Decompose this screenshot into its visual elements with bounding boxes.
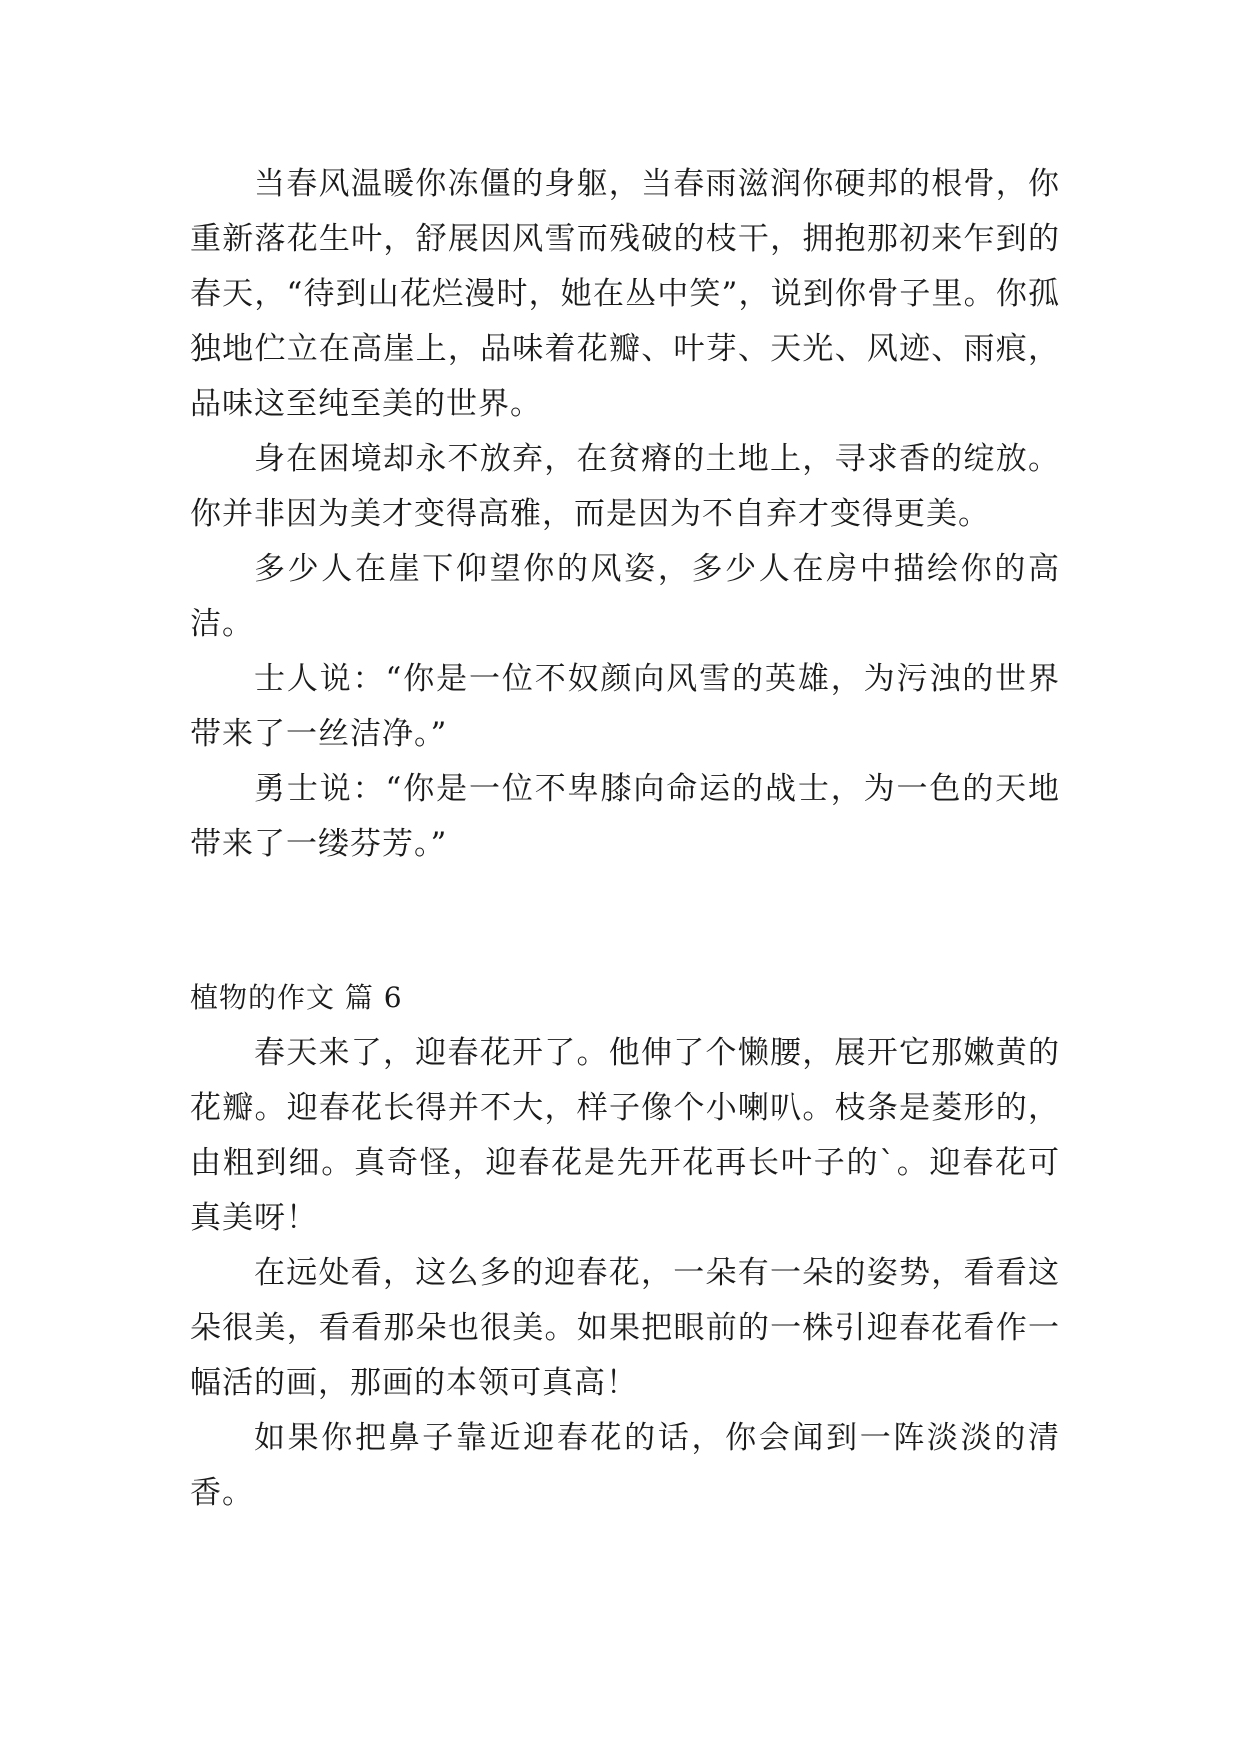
section-heading: 植物的作文 篇 6 <box>190 981 403 1014</box>
paragraph: 士人说：“你是一位不奴颜向风雪的英雄，为污浊的世界带来了一丝洁净。” <box>190 661 1060 752</box>
paragraph: 多少人在崖下仰望你的风姿，多少人在房中描绘你的高洁。 <box>190 551 1060 642</box>
paragraph: 勇士说：“你是一位不卑膝向命运的战士，为一色的天地带来了一缕芬芳。” <box>190 771 1060 862</box>
paragraph: 春天来了，迎春花开了。他伸了个懒腰，展开它那嫩黄的花瓣。迎春花长得并不大，样子像个小喇叭。枝条是菱形的，由粗到细。真奇怪，迎春花是先开花再长叶子的`。迎春花可真美呀！ <box>190 1035 1060 1236</box>
paragraph: 当春风温暖你冻僵的身躯，当春雨滋润你硬邦的根骨，你重新落花生叶，舒展因风雪而残破的枝干，拥抱那初来乍到的春天，“待到山花烂漫时，她在丛中笑”，说到你骨子里。你孤独地伫立在高崖上，品味着花瓣、叶芽、天光、风迹、雨痕，品味这至纯至美的世界。 <box>190 166 1060 422</box>
essay-section-6 <box>190 1026 1060 1521</box>
paragraph: 如果你把鼻子靠近迎春花的话，你会闻到一阵淡淡的清香。 <box>190 1420 1060 1511</box>
essay-section-5 <box>190 157 1060 872</box>
paragraph: 身在困境却永不放弃，在贫瘠的土地上，寻求香的绽放。你并非因为美才变得高雅，而是因为不自弃才变得更美。 <box>190 441 1060 532</box>
paragraph: 在远处看，这么多的迎春花，一朵有一朵的姿势，看看这朵很美，看看那朵也很美。如果把眼前的一株引迎春花看作一幅活的画，那画的本领可真高！ <box>190 1255 1060 1401</box>
